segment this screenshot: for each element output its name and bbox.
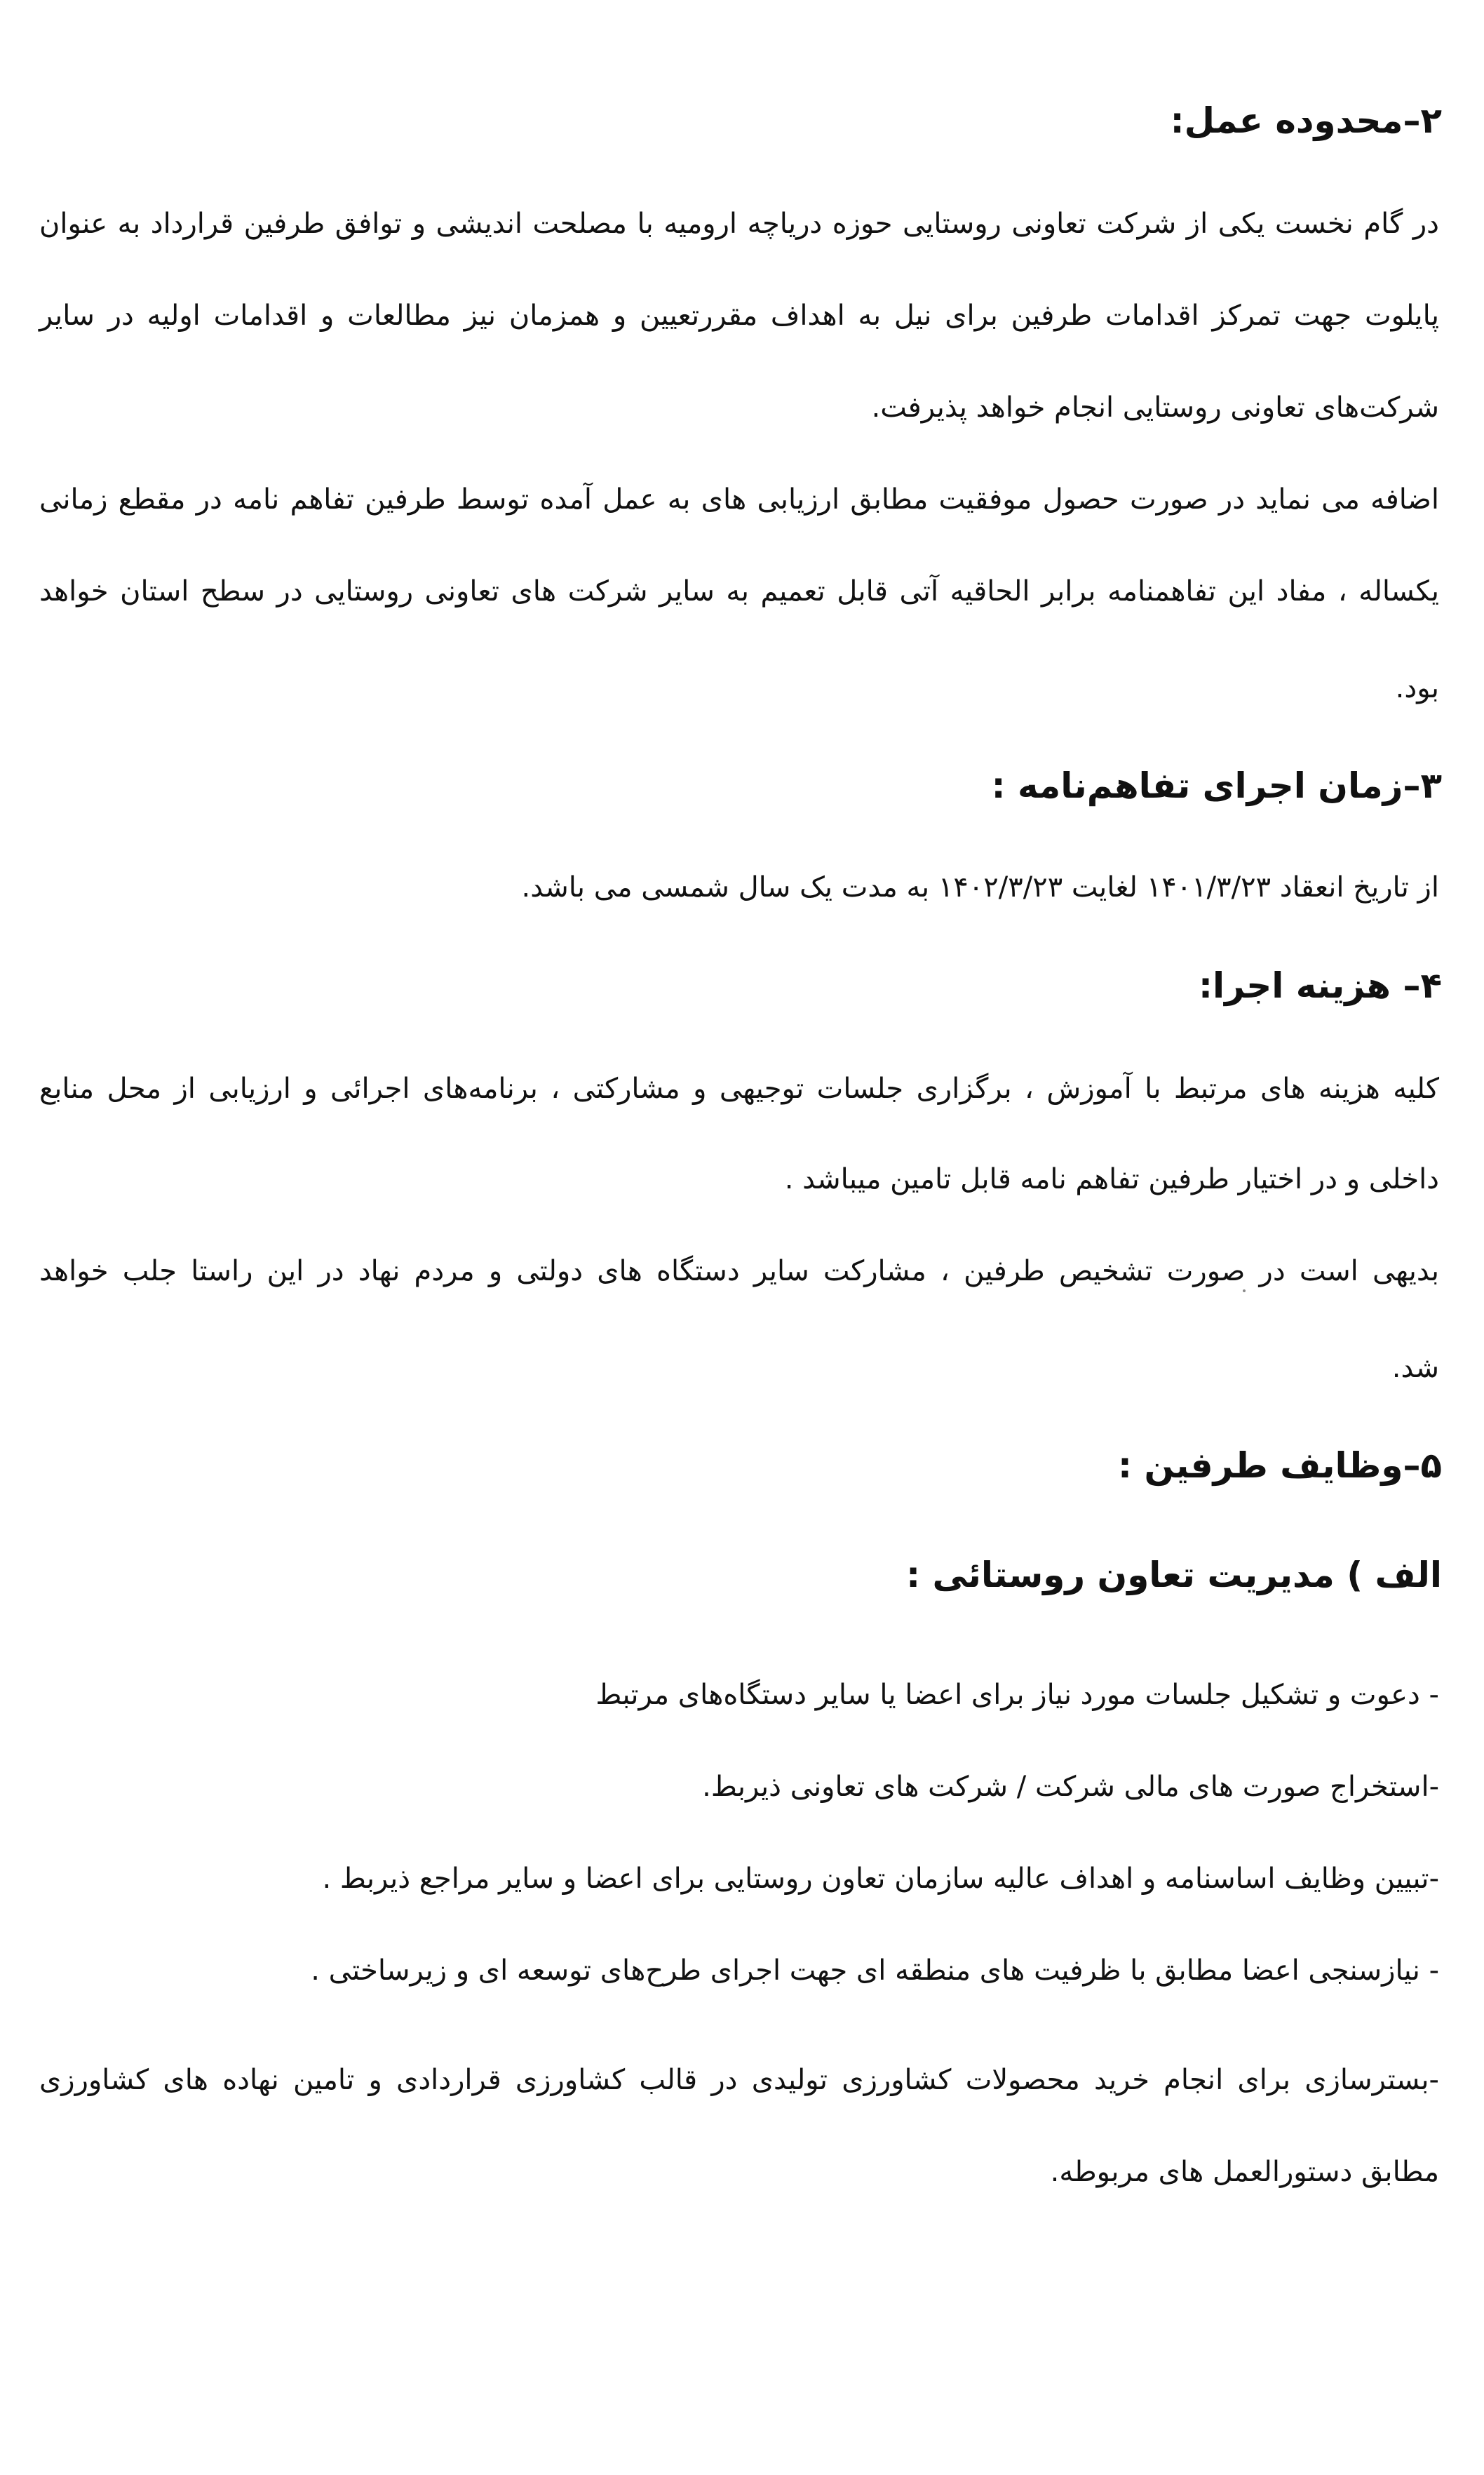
section-4-line-2: داخلی و در اختیار طرفین تفاهم نامه قابل تامین میباشد .	[784, 1163, 1439, 1195]
duty-item-5: -بسترسازی برای انجام خرید محصولات کشاورزی تولیدی در قالب کشاورزی قراردادی و تامین نهاده های کشاورزی	[39, 2064, 1439, 2096]
section-2-line-5: یکساله ، مفاد این تفاهمنامه برابر الحاقیه آتی قابل تعمیم به سایر شرکت های تعاونی روستایی در سطح استان خواهد	[39, 575, 1439, 608]
section-2-line-2: پایلوت جهت تمرکز اقدامات طرفین برای نیل به اهداف مقررتعیین و همزمان نیز مطالعات و اقدامات اولیه در سایر	[39, 300, 1439, 332]
section-4-heading: ۴– هزینه اجرا:	[1198, 965, 1442, 1006]
section-3-heading: ۳–زمان اجرای تفاهم‌نامه :	[991, 765, 1442, 806]
duty-item-3: -تبیین وظایف اساسنامه و اهداف عالیه سازمان تعاون روستایی برای اعضا و سایر مراجع ذیربط .	[322, 1863, 1439, 1895]
section-5-heading: ۵–وظایف طرفین :	[1118, 1445, 1442, 1486]
duty-item-5-continued: مطابق دستورالعمل های مربوطه.	[1050, 2156, 1439, 2188]
section-2-line-4: اضافه می نماید در صورت حصول موفقیت مطابق ارزیابی های به عمل آمده توسط طرفین تفاهم نامه در مقطع زمانی	[39, 483, 1439, 516]
section-4-line-1: کلیه هزینه های مرتبط با آموزش ، برگزاری جلسات توجیهی و مشارکتی ، برنامه‌های اجرائی و ارزیابی از محل منابع	[39, 1073, 1439, 1105]
section-2-heading: ۲–محدوده عمل:	[1170, 100, 1442, 141]
section-2-line-6: بود.	[1395, 672, 1439, 704]
duty-item-4: - نیازسنجی اعضا مطابق با ظرفیت های منطقه ای جهت اجرای طرح‌های توسعه ای و زیرساختی .	[311, 1954, 1439, 1987]
section-2-line-1: در گام نخست یکی از شرکت تعاونی روستایی حوزه دریاچه ارومیه با مصلحت اندیشی و توافق طرفین قرارداد به عنوان	[39, 208, 1439, 240]
section-5-subheading: الف ) مدیریت تعاون روستائی :	[906, 1555, 1442, 1595]
duty-item-1: - دعوت و تشکیل جلسات مورد نیاز برای اعضا یا سایر دستگاه‌های مرتبط	[595, 1679, 1439, 1711]
scan-speck	[1243, 1289, 1246, 1292]
duty-item-2: -استخراج صورت های مالی شرکت / شرکت های تعاونی ذیربط.	[702, 1771, 1439, 1803]
section-3-line-1: از تاریخ انعقاد ۱۴۰۱/۳/۲۳ لغایت ۱۴۰۲/۳/۲۳ به مدت یک سال شمسی می باشد.	[521, 871, 1439, 904]
section-2-line-3: شرکت‌های تعاونی روستایی انجام خواهد پذیرفت.	[871, 391, 1439, 424]
section-4-line-4: شد.	[1391, 1352, 1439, 1384]
section-4-line-3: بدیهی است در صورت تشخیص طرفین ، مشارکت سایر دستگاه های دولتی و مردم نهاد در این راستا جلب خواهد	[39, 1255, 1439, 1287]
